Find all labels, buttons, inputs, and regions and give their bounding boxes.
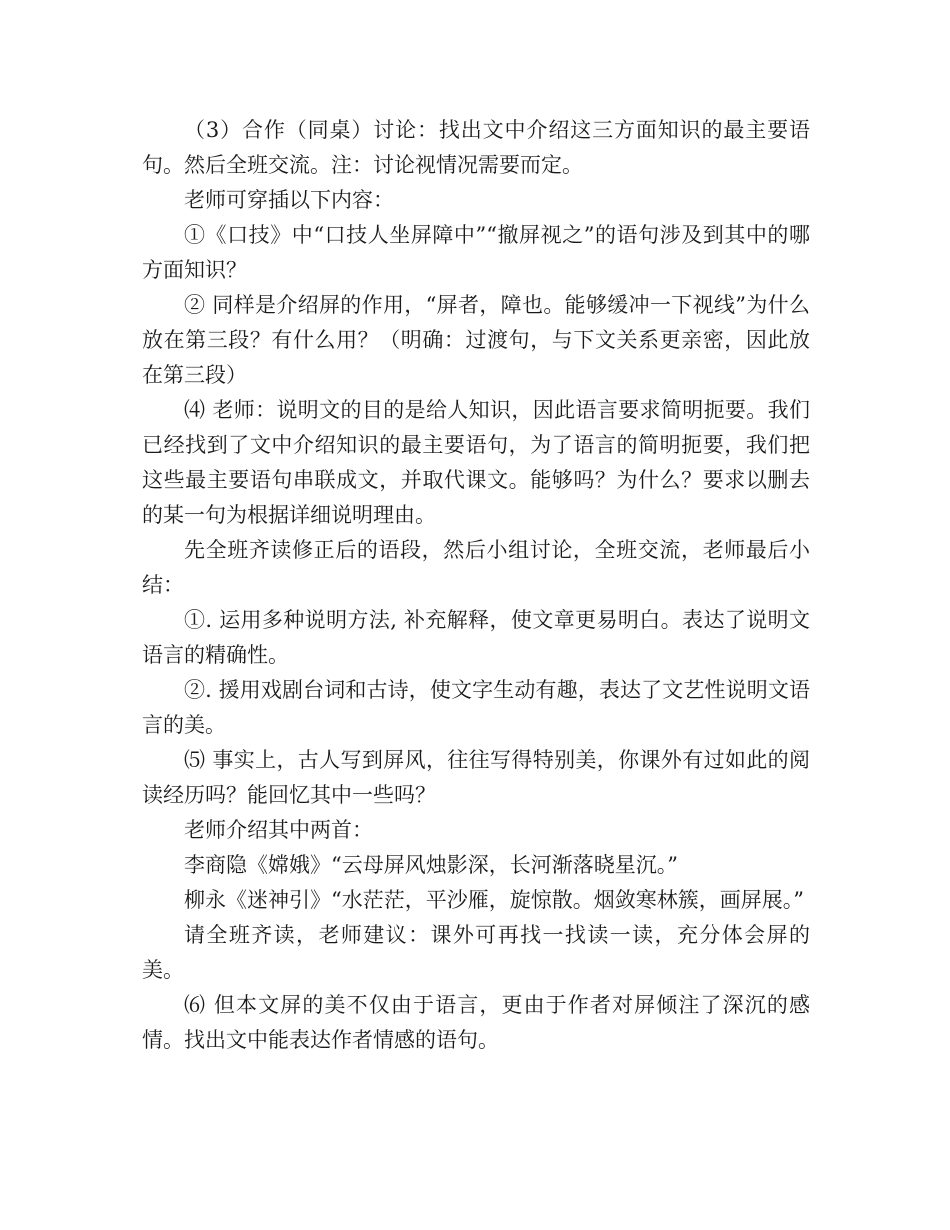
paragraph-step-4: ⑷ 老师：说明文的目的是给人知识，因此语言要求简明扼要。我们已经找到了文中介绍知识的最主要语句，为了语言的简明扼要，我们把这些最主要语句串联成文，并取代课文。能够吗？为什么？要求以删去的某一句为根据详细说明理由。: [142, 398, 810, 527]
paragraph-step-6: ⑹ 但本文屏的美不仅由于语言，更由于作者对屏倾注了深沉的感情。找出文中能表达作者情感的语句。: [142, 993, 810, 1052]
document-body: [142, 113, 810, 1058]
paragraph-read-together: 请全班齐读，老师建议：课外可再找一找读一读，充分体会屏的美。: [142, 923, 810, 982]
paragraph-read-and-summarize: 先全班齐读修正后的语段，然后小组讨论，全班交流，老师最后小结：: [142, 538, 810, 597]
paragraph-summary-1: ①. 运用多种说明方法, 补充解释，使文章更易明白。表达了说明文语言的精确性。: [142, 608, 810, 667]
paragraph-question-2: ② 同样是介绍屏的作用，“屏者，障也。能够缓冲一下视线”为什么放在第三段？有什么用？（明确：过渡句，与下文关系更亲密，因此放在第三段）: [142, 293, 810, 387]
paragraph-discussion-task: （3）合作（同桌）讨论：找出文中介绍这三方面知识的最主要语句。然后全班交流。注：讨论视情况需要而定。: [142, 118, 810, 177]
paragraph-teacher-insert-intro: 老师可穿插以下内容：: [184, 188, 394, 212]
paragraph-summary-2: ②. 援用戏剧台词和古诗，使文字生动有趣，表达了文艺性说明文语言的美。: [142, 678, 810, 737]
paragraph-teacher-introduces-poems: 老师介绍其中两首：: [184, 818, 373, 842]
paragraph-poem-liu-yong: 柳永《迷神引》“水茫茫，平沙雁，旋惊散。烟敛寒林簇，画屏展。”: [184, 888, 804, 912]
paragraph-step-5: ⑸ 事实上，古人写到屏风，往往写得特别美，你课外有过如此的阅读经历吗？能回忆其中一些吗？: [142, 748, 810, 807]
paragraph-poem-change: 李商隐《嫦娥》“云母屏风烛影深，长河渐落晓星沉。”: [184, 853, 678, 877]
paragraph-question-1: ①《口技》中“口技人坐屏障中”“撤屏视之”的语句涉及到其中的哪方面知识？: [142, 223, 810, 282]
